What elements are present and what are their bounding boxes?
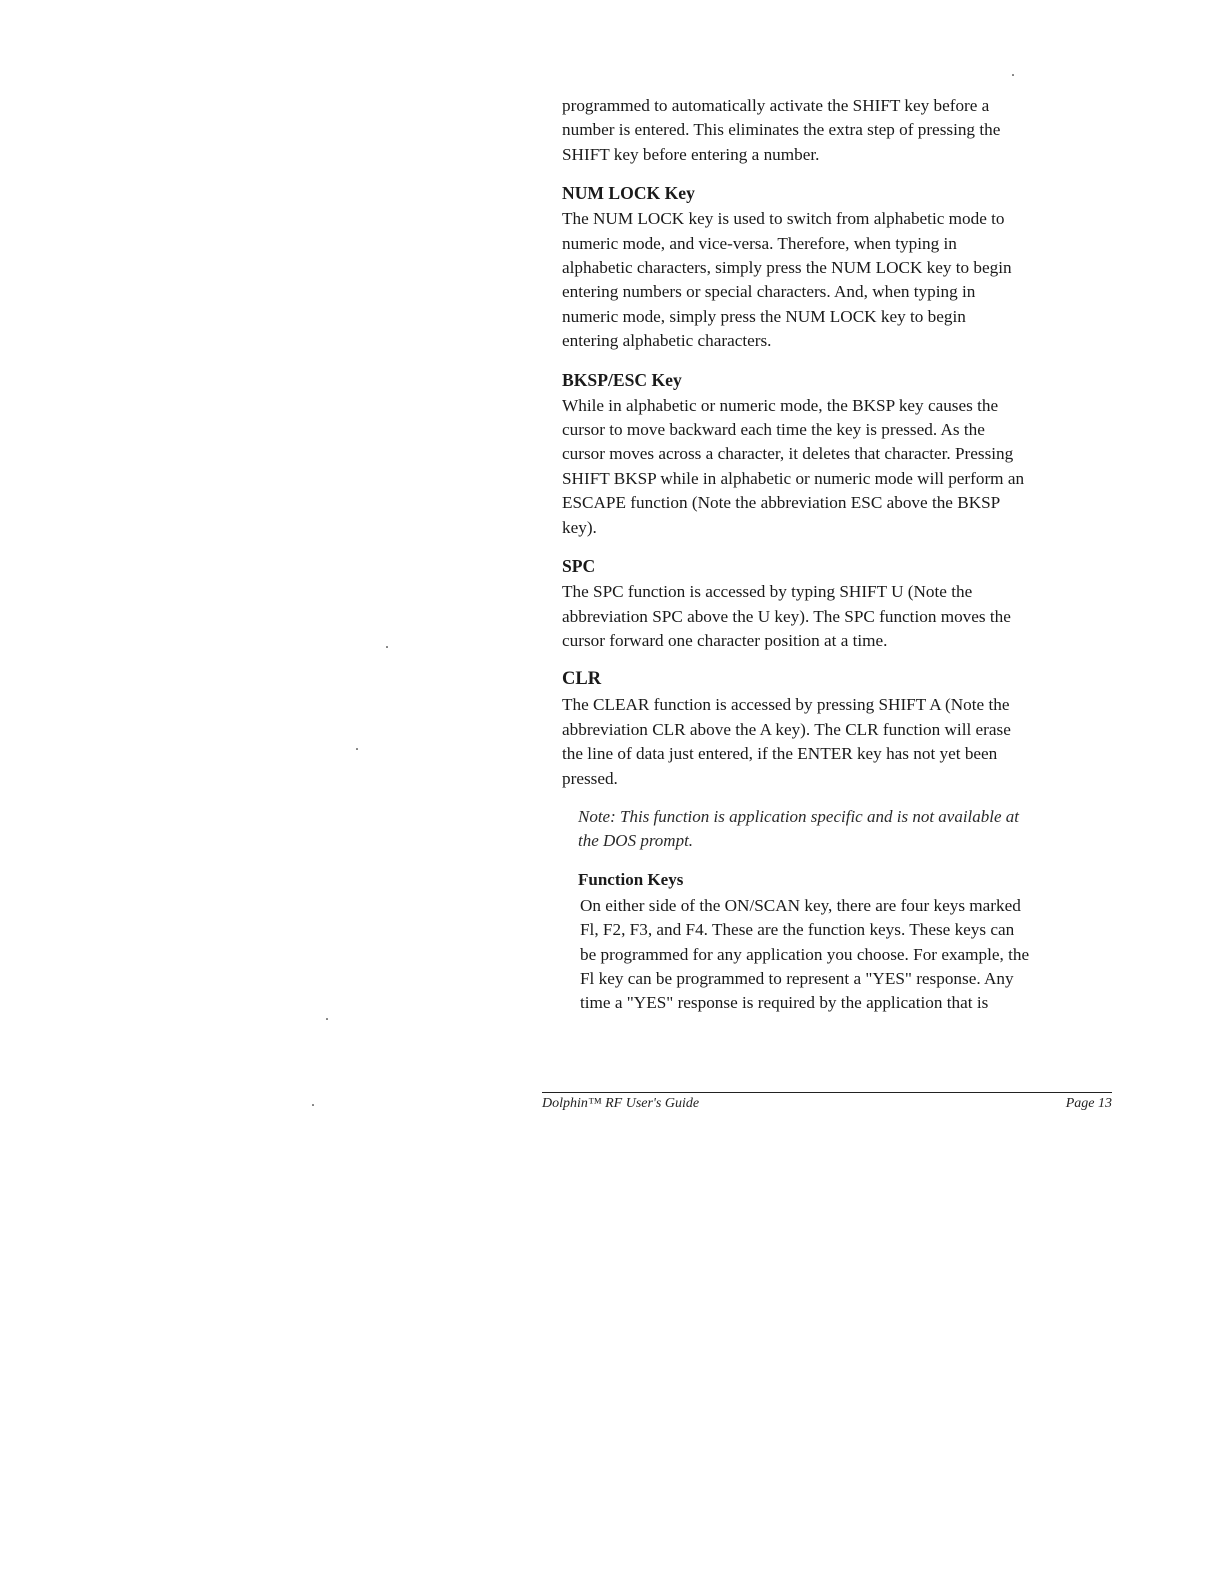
text-line: While in alphabetic or numeric mode, the BKSP key causes the xyxy=(562,395,999,415)
text-line: pressed. xyxy=(562,768,618,788)
text-line: cursor forward one character position at a time. xyxy=(562,630,888,650)
text-line: key). xyxy=(562,517,597,537)
text-line: entering alphabetic characters. xyxy=(562,331,772,351)
section-body-function-keys xyxy=(562,894,1114,1016)
text-line: abbreviation SPC above the U key). The SPC function moves the xyxy=(562,606,1011,626)
scan-speck xyxy=(386,646,388,648)
text-line: The NUM LOCK key is used to switch from alphabetic mode to xyxy=(562,209,1005,229)
section-heading-clr: CLR xyxy=(562,669,602,690)
section-body-spc xyxy=(562,580,1114,653)
intro-paragraph xyxy=(562,94,1114,167)
text-line: be programmed for any application you choose. For example, the xyxy=(580,944,1030,964)
footer-page-number: Page 13 xyxy=(1065,1096,1112,1111)
page-footer xyxy=(542,1092,1112,1113)
note-line: the DOS prompt. xyxy=(578,831,694,851)
text-line: SHIFT key before entering a number. xyxy=(562,144,820,164)
text-line: cursor to move backward each time the key is pressed. As the xyxy=(562,420,985,440)
text-line: The CLEAR function is accessed by pressing SHIFT A (Note the xyxy=(562,695,1010,715)
section-heading-function-keys: Function Keys xyxy=(578,869,684,889)
text-line: time a "YES" response is required by the application that is xyxy=(580,993,989,1013)
section-body-bksp-esc xyxy=(562,394,1114,540)
section-heading-bksp-esc: BKSP/ESC Key xyxy=(562,369,682,390)
text-line: On either side of the ON/SCAN key, there are four keys marked xyxy=(580,895,1021,915)
text-line: numeric mode, simply press the NUM LOCK key to begin xyxy=(562,306,966,326)
text-line: Fl, F2, F3, and F4. These are the function keys. These keys can xyxy=(580,920,1015,940)
text-line: the line of data just entered, if the ENTER key has not yet been xyxy=(562,744,998,764)
text-line: abbreviation CLR above the A key). The CLR function will erase xyxy=(562,719,1011,739)
text-line: number is entered. This eliminates the extra step of pressing the xyxy=(562,120,1001,140)
clr-note xyxy=(578,805,1114,854)
section-body-clr xyxy=(562,693,1114,791)
section-heading-num-lock: NUM LOCK Key xyxy=(562,183,695,204)
text-line: ESCAPE function (Note the abbreviation ESC above the BKSP xyxy=(562,493,1001,513)
text-line: programmed to automatically activate the SHIFT key before a xyxy=(562,96,990,115)
text-line: cursor moves across a character, it deletes that character. Pressing xyxy=(562,444,1014,464)
scan-speck xyxy=(356,748,358,750)
note-line: Note: This function is application specific and is not available at xyxy=(578,806,1020,826)
scan-speck xyxy=(312,1104,314,1106)
text-line: The SPC function is accessed by typing SHIFT U (Note the xyxy=(562,582,973,602)
text-line: numeric mode, and vice-versa. Therefore, when typing in xyxy=(562,233,957,253)
scan-speck xyxy=(326,1018,328,1020)
text-line: Fl key can be programmed to represent a "YES" response. Any xyxy=(580,968,1014,988)
section-heading-spc: SPC xyxy=(562,556,596,577)
footer-guide-title: Dolphin™ RF User's Guide xyxy=(542,1096,700,1111)
text-line: alphabetic characters, simply press the NUM LOCK key to begin xyxy=(562,258,1012,278)
text-line: SHIFT BKSP while in alphabetic or numeric mode will perform an xyxy=(562,468,1025,488)
scan-speck xyxy=(1012,74,1014,76)
text-line: entering numbers or special characters. And, when typing in xyxy=(562,282,976,302)
section-body-num-lock xyxy=(562,207,1114,353)
page-content xyxy=(562,94,1114,1016)
